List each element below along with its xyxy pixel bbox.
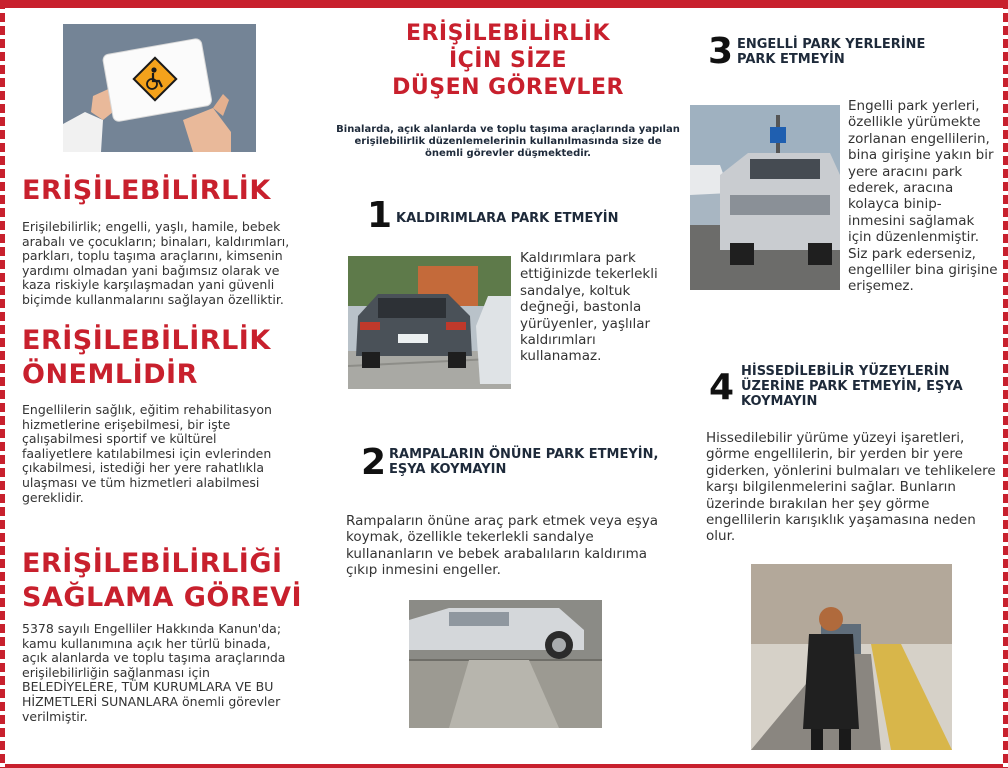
item2-text: Rampaların önüne araç park etmek veya eşya koymak, özellikle tekerlekli sandalye kullananların ve bebek arabalıların kaldırıma çıkıp inmesini engeller. bbox=[346, 513, 658, 579]
ramp-blocked-photo bbox=[409, 600, 602, 728]
item3-text: Engelli park yerleri, özellikle yürümekte zorlanan engellilerin, bina girişine yakın bir yere aracını park ederek, aracına kolayca binip-inmesini sağlamak için düzenlenmiştir. Siz park ederseniz, engelliler bina girişine erişemez. bbox=[848, 98, 998, 295]
tactile-paving-photo bbox=[751, 564, 952, 750]
item2-title-line2: EŞYA KOYMAYIN bbox=[389, 462, 507, 477]
disabled-parking-photo bbox=[690, 105, 840, 290]
left-dashed-border bbox=[0, 0, 5, 768]
bottom-border bbox=[0, 764, 1008, 768]
item4-title-line3: KOYMAYIN bbox=[741, 394, 818, 409]
item4-title-line1: HİSSEDİLEBİLİR YÜZEYLERİN bbox=[741, 364, 950, 379]
item1-number: 1 bbox=[367, 195, 393, 236]
onemlidir-title-line1: ERİŞİLEBİLİRLİK bbox=[22, 325, 271, 356]
item2-number: 2 bbox=[361, 442, 387, 483]
onemlidir-title bbox=[22, 324, 271, 392]
middle-title bbox=[330, 20, 686, 101]
item3-title-line1: ENGELLİ PARK YERLERİNE bbox=[737, 37, 926, 52]
item3-title bbox=[737, 37, 925, 67]
item3-title-line2: PARK ETMEYİN bbox=[737, 52, 845, 67]
item3-number: 3 bbox=[708, 31, 734, 72]
middle-title-line3: DÜŞEN GÖREVLER bbox=[392, 75, 624, 100]
sign-tablet-photo bbox=[63, 24, 256, 152]
top-border bbox=[0, 0, 1008, 8]
item2-title bbox=[389, 447, 658, 477]
gorev-title-line2: SAĞLAMA GÖREVİ bbox=[22, 582, 303, 613]
erisilebilirlik-title: ERİŞİLEBİLİRLİK bbox=[22, 175, 271, 206]
item4-text: Hissedilebilir yürüme yüzeyi işaretleri, görme engellilerin, bir yerden bir yere giderken, yönlerini bulmaları ve tehlikelere karşı bilgilenmelerini sağlar. Bunların üzerinde bırakılan her şey görme engellilerin karışıklık yaşamasına neden olur. bbox=[706, 430, 996, 545]
onemlidir-title-line2: ÖNEMLİDİR bbox=[22, 359, 198, 390]
item4-number: 4 bbox=[709, 367, 735, 408]
middle-title-line2: İÇİN SİZE bbox=[448, 48, 568, 73]
item1-text: Kaldırımlara park ettiğinizde tekerlekli sandalye, koltuk değneği, bastonla yürüyenler, yaşlılar kaldırımları kullanamaz. bbox=[520, 250, 658, 365]
item4-title-line2: ÜZERİNE PARK ETMEYİN, EŞYA bbox=[741, 379, 963, 394]
middle-intro: Binalarda, açık alanlarda ve toplu taşıma araçlarında yapılan erişilebilirlik düzenlemelerinin kullanılmasında size de önemli görevler düşmektedir. bbox=[336, 124, 680, 159]
item1-title: KALDIRIMLARA PARK ETMEYİN bbox=[396, 211, 619, 226]
middle-title-line1: ERİŞİLEBİLİRLİK bbox=[405, 21, 611, 46]
gorev-title-line1: ERİŞİLEBİLİRLİĞİ bbox=[22, 548, 283, 579]
erisilebilirlik-text: Erişilebilirlik; engelli, yaşlı, hamile, bebek arabalı ve çocukların; binaları, kaldırımları, parkları, toplu taşıma araçlarını, kimsenin yardımı olmadan yani bağımsız olarak ve kaza riskiyle karşılaşmadan yani güvenli biçimde kullanmalarını sağlayan özelliktir. bbox=[22, 219, 290, 307]
right-dashed-border bbox=[1003, 0, 1008, 768]
gorev-text: 5378 sayılı Engelliler Hakkında Kanun'da; kamu kullanımına açık her türlü binada, açık alanlarda ve toplu taşıma araçlarında erişilebilirliğin sağlanması için BELEDİYELERE, TÜM KURUMLARA VE BU HİZMETLERİ SUNANLARA önemli görevler verilmiştir. bbox=[22, 621, 286, 724]
sidewalk-parked-car-photo bbox=[348, 256, 511, 389]
gorev-title bbox=[22, 547, 302, 615]
onemlidir-text: Engellilerin sağlık, eğitim rehabilitasyon hizmetlerine erişebilmesi, bir işte çalışabilmesi sportif ve kültürel faaliyetlere katılabilmesi için evlerinden çıkabilmesi, istediği her yere rahatlıkla ulaşması ve tüm hizmetleri alabilmesi gereklidir. bbox=[22, 402, 272, 505]
item2-title-line1: RAMPALARIN ÖNÜNE PARK ETMEYİN, bbox=[389, 447, 659, 462]
item4-title bbox=[741, 364, 963, 409]
